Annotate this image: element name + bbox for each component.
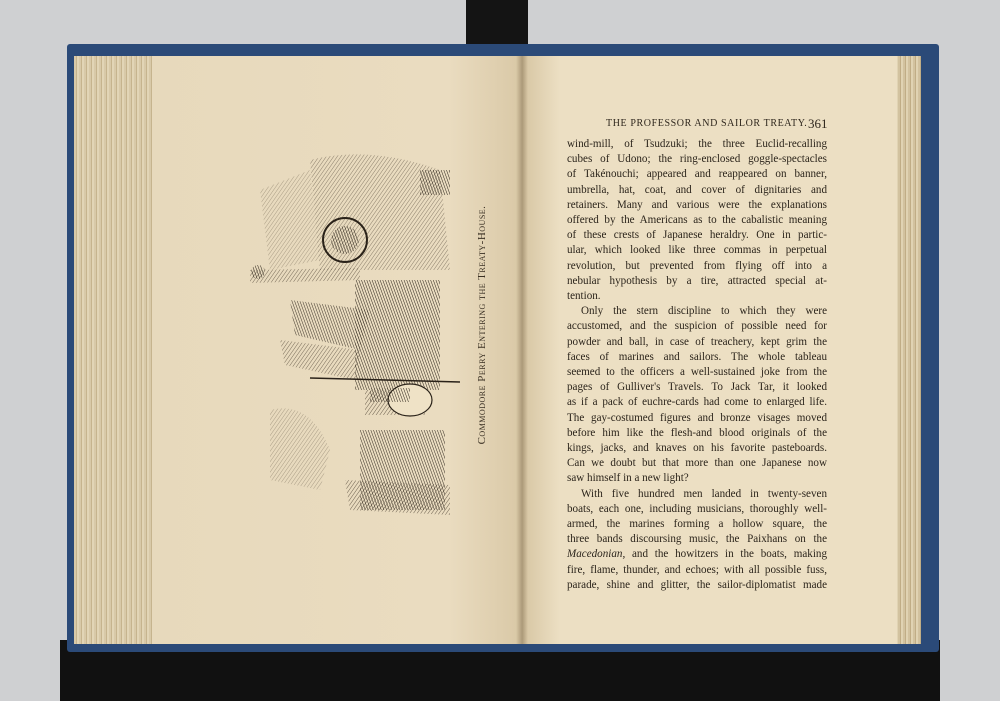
- text-line: wind-mill, of Tsudzuki; the three Euclid-recalling: [567, 138, 827, 150]
- text-line: cubes of Udono; the ring-enclosed goggle-spectacles: [567, 153, 827, 166]
- text-line: boats, each one, including musicians, thoroughly well-: [567, 502, 827, 515]
- text-line: nebular hypothesis by a tire, attracted special at-: [567, 274, 827, 287]
- text-line: saw himself in a new light?: [567, 472, 689, 485]
- page-edges-right: [893, 56, 921, 644]
- engraving-procession-icon: [250, 150, 465, 520]
- italic-ship-name: Macedonian,: [567, 548, 626, 561]
- text-line: ular, which looked like three commas in perpetual: [567, 244, 827, 257]
- text-line: Can we doubt but that more than one Japanese now: [567, 457, 827, 470]
- text-line: powder and ball, in case of treachery, kept grim the: [567, 335, 827, 348]
- text-line: pages of Gulliver's Travels. To Jack Tar, it looked: [567, 381, 827, 394]
- text-line: tention.: [567, 290, 601, 303]
- book-gutter: [516, 56, 528, 644]
- text-line: Macedonian, and the howitzers in the boats, making: [567, 548, 827, 561]
- text-line: of these crests of Japanese heraldry. One in partic-: [567, 229, 827, 242]
- illustration-caption: Commodore Perry Entering the Treaty-House.: [476, 205, 488, 445]
- page-edges-left: [74, 56, 158, 644]
- text-line: seemed to the officers a well-sustained joke from the: [567, 366, 827, 379]
- text-line: three bands discoursing music, the Paixhans on the: [567, 533, 827, 546]
- page-number: 361: [808, 116, 828, 131]
- text-line: Only the stern discipline to which they were: [581, 305, 827, 318]
- body-text: [567, 137, 827, 593]
- running-head: THE PROFESSOR AND SAILOR TREATY.: [606, 118, 808, 129]
- text-line: umbrella, hat, coat, and cover of dignitaries and: [567, 183, 827, 196]
- text-line: offered by the Americans as to the cabalistic meaning: [567, 214, 827, 227]
- text-line: as if a pack of euchre-cards had come to enlarged life.: [567, 396, 827, 409]
- text-line: faces of marines and sailors. The whole tableau: [567, 350, 827, 363]
- text-line: retainers. Many and various were the explanations: [567, 198, 827, 211]
- text-line: before him like the flesh-and blood originals of the: [567, 426, 827, 439]
- text-line: With five hundred men landed in twenty-seven: [581, 487, 827, 500]
- text-line: accustomed, and the suspicion of possible need for: [567, 320, 827, 333]
- text-line: kings, jacks, and knaves on his favorite pasteboards.: [567, 442, 827, 455]
- text-line: revolution, but prevented from flying off into a: [567, 259, 827, 272]
- text-line: parade, shine and glitter, the sailor-diplomatist made: [567, 578, 827, 591]
- illustration-caption-box: [472, 200, 492, 450]
- text-line: fire, flame, thunder, and echoes; with all possible fuss,: [567, 563, 827, 576]
- text-line: of Takénouchi; appeared and reappeared on banner,: [567, 168, 827, 181]
- text-line: armed, the marines forming a hollow square, the: [567, 518, 827, 531]
- text-line: The gay-costumed figures and bronze visages moved: [567, 411, 827, 424]
